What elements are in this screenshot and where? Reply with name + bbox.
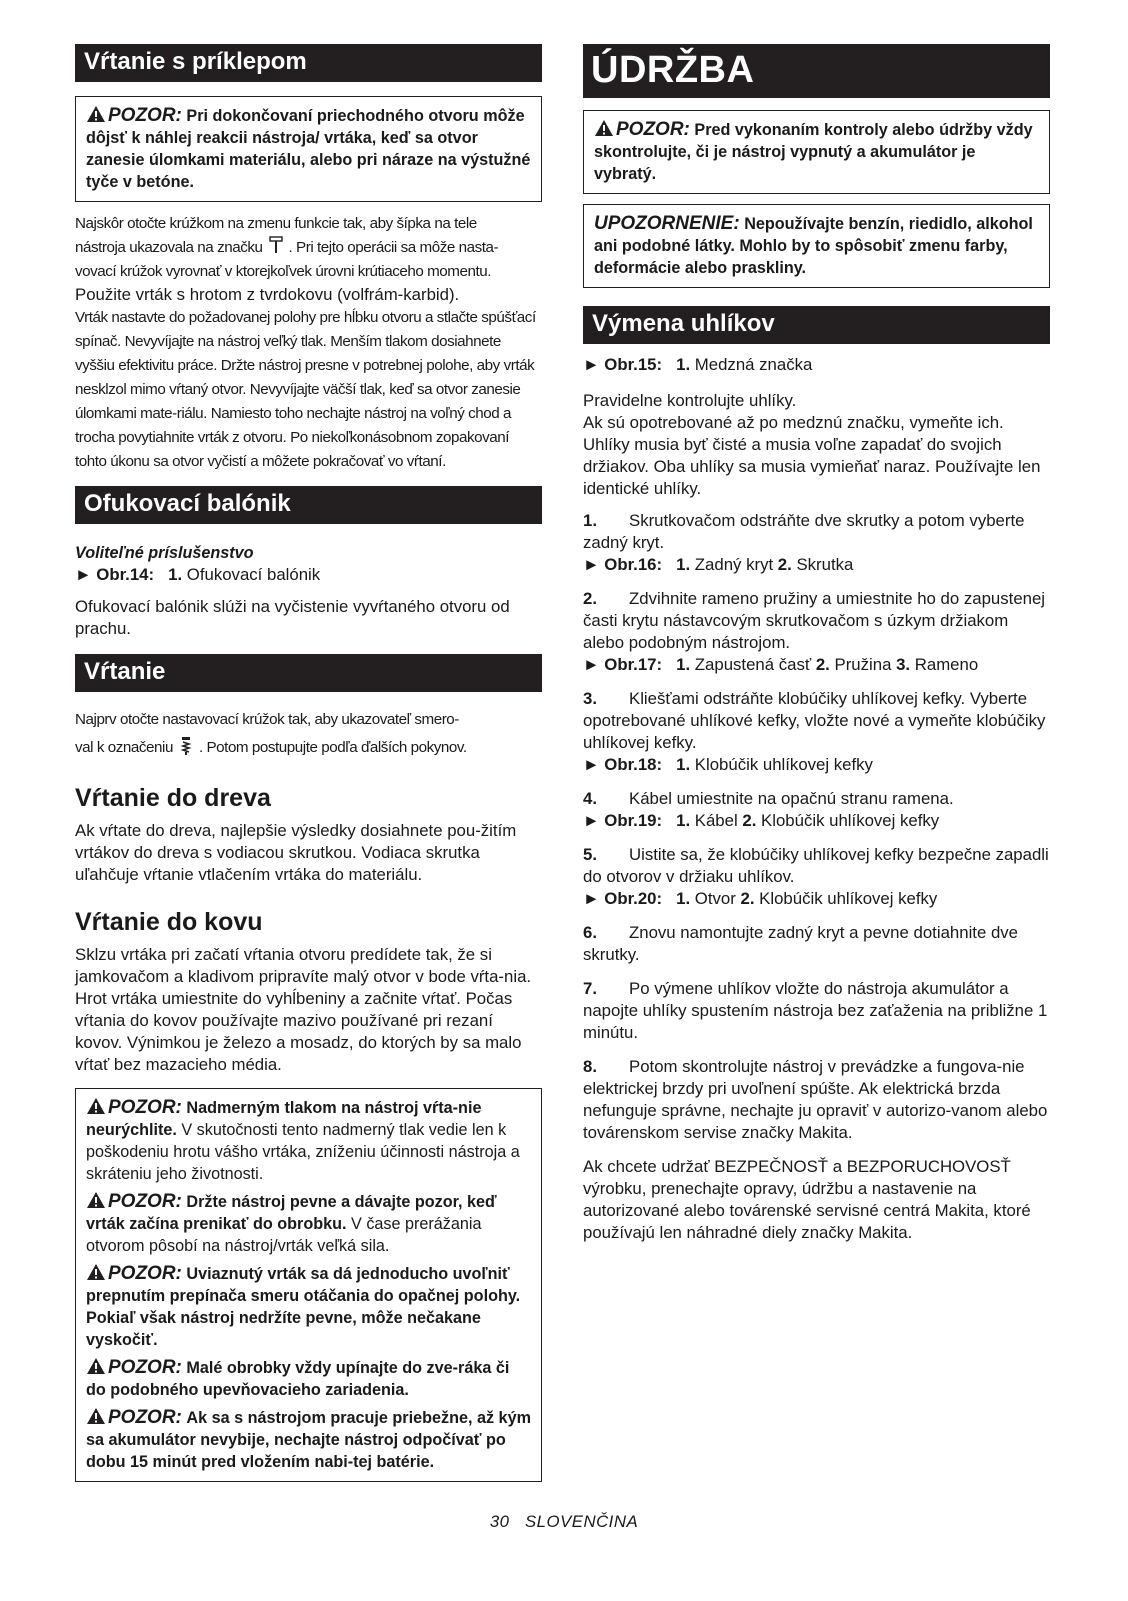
chapter-title-maintenance: ÚDRŽBA [583,44,1050,98]
hammer-drill-mode-icon [269,236,283,256]
optional-accessory-label: Voliteľné príslušenstvo [75,544,254,562]
figure-reference-14: ► Obr.14: 1. Ofukovací balónik [75,565,321,584]
caution-bold-text: Držte nástroj pevne a dávajte pozor, keď vrták začína prenikať do obrobku. [86,1193,497,1233]
drilling-paragraph: Najprv otočte nastavovací krúžok tak, aby ukazovateľ smero- val k označeniu . Potom postupujte podľa ďalších pokynov. [75,711,467,756]
caution-bold-text: Ak sa s nástrojom pracuje priebežne, až kým sa akumulátor nevybije, nechajte nástroj odpočívať po dobu 15 minút pred vložením nabi-tej batérie. [86,1409,531,1471]
language-label: SLOVENČINA [524,1512,639,1531]
step-item [583,922,1050,966]
wood-paragraph: Ak vŕtate do dreva, najlepšie výsledky dosiahnete pou-žitím vrtákov do dreva s vodiacou skrutkou. Vodiaca skrutka uľahčuje vŕtanie vtlačením vrtáka do materiálu. [75,821,517,884]
caution-text: Pri dokončovaní priechodného otvoru môže dôjsť k náhlej reakcii nástroja/ vrtáka, keď sa otvor zanesie úlomkami materiálu, alebo pri náraze na výstužné tyče v betóne. [86,107,531,191]
brushes-intro: Pravidelne kontrolujte uhlíky. [583,391,797,410]
page-footer [0,1512,1128,1532]
caution-text: Pred vykonaním kontroly alebo údržby vždy skontrolujte, či je nástroj vypnutý a akumulátor je vybratý. [594,121,1033,183]
warning-triangle-icon [86,1263,106,1281]
subheading-wood: Vŕtanie do dreva [75,784,271,812]
caution-keyword: POZOR: [108,1191,182,1212]
caution-keyword: POZOR: [108,105,182,126]
impact-paragraph-1: Najskôr otočte krúžkom na zmenu funkcie tak, aby šípka na tele nástroja ukazovala na značku . Pri tejto operácii sa môže nasta- vovací krúžok vyrovnať v ktorejkoľvek úrovni krútiaceho momentu. [75,215,499,280]
step-item [583,978,1050,1044]
step-number: 5. [583,845,597,864]
caution-item [86,1191,533,1257]
step-text: Skrutkovačom odstráňte dve skrutky a potom vyberte zadný kryt. [583,511,1025,552]
caution-keyword: POZOR: [108,1357,182,1378]
step-number: 7. [583,979,597,998]
step-number: 1. [583,511,597,530]
figure-reference-15: ► Obr.15: 1. Medzná značka [583,355,813,374]
caution-box-maintenance [583,110,1050,194]
impact-paragraph-3: Vrták nastavte do požadovanej polohy pre hĺbku otvoru a stlačte spúšťací spínač. Nevyvíjajte na nástroj veľký tlak. Menším tlakom dosiahnete vyššiu efektivitu práce. Držte nástroj presne v potrebnej polohe, aby vrták nesklzol mimo vŕtaný otvor. Nevyvíjajte väčší tlak, keď sa otvor zanesie úlomkami mate-riálu. Namiesto toho nechajte nástroj na voľný chod a trocha povytiahnite vrták z otvoru. Po niekoľkonásobnom zopakovaní tohto úkonu sa otvor vyčistí a môžete pokračovať vo vŕtaní. [75,309,536,470]
figure-reference: ► Obr.18: 1. Klobúčik uhlíkovej kefky [583,755,873,774]
figure-reference: ► Obr.20: 1. Otvor 2. Klobúčik uhlíkovej kefky [583,889,938,908]
section-heading-blower: Ofukovací balónik [75,486,542,524]
step-number: 3. [583,689,597,708]
section-heading-drilling: Vŕtanie [75,654,542,692]
figure-reference: ► Obr.17: 1. Zapustená časť 2. Pružina 3. Rameno [583,655,979,674]
steps-list [583,510,1050,1144]
warning-triangle-icon [86,1191,106,1209]
caution-keyword: POZOR: [108,1263,182,1284]
closing-paragraph: Ak chcete udržať BEZPEČNOSŤ a BEZPORUCHOVOSŤ výrobku, prenechajte opravy, údržbu a nastavenie na autorizované alebo továrenské servisné centrá Makita, ktoré používajú len náhradné diely značky Makita. [583,1157,1031,1242]
step-text: Kliešťami odstráňte klobúčiky uhlíkovej kefky. Vyberte opotrebované uhlíkové kefky, vložte nové a vymeňte klobúčiky uhlíkovej kefky. [583,689,1046,752]
notice-keyword: UPOZORNENIE: [594,213,740,234]
caution-bold-text: Malé obrobky vždy upínajte do zve-ráka či do podobného upevňovacieho zariadenia. [86,1359,510,1399]
caution-item [86,1357,533,1401]
caution-bold-text: Uviaznutý vrták sa dá jednoducho uvoľniť prepnutím prepínača smeru otáčania do opačnej polohy. Pokiaľ však nástroj nedržíte pevne, môže nečakane vyskočiť. [86,1265,521,1349]
step-text: Po výmene uhlíkov vložte do nástroja akumulátor a napojte uhlíky spustením nástroja bez zaťaženia na približne 1 minútu. [583,979,1048,1042]
step-item [583,788,1050,832]
warning-triangle-icon [86,1097,106,1115]
step-text: Kábel umiestnite na opačnú stranu ramena. [629,789,954,808]
caution-keyword: POZOR: [108,1407,182,1428]
caution-item [86,1407,533,1473]
step-item [583,588,1050,676]
left-column [75,44,542,1482]
right-column [583,44,1050,1244]
section-heading-impact-drilling: Vŕtanie s príklepom [75,44,542,82]
metal-paragraph: Sklzu vrtáka pri začatí vŕtania otvoru predídete tak, že si jamkovačom a kladivom pripravíte malý otvor v bode vŕta-nia. Hrot vrtáka umiestnite do vyhĺbeniny a začnite vŕtať. Počas vŕtania do kovov používajte mazivo používané pri rezaní kovov. Výnimkou je železo a mosadz, do ktorých by sa malo vŕtať bez mazacieho média. [75,945,532,1074]
caution-item [86,1097,533,1185]
drill-mode-icon [179,736,193,756]
blower-description: Ofukovací balónik slúži na vyčistenie vyvŕtaného otvoru od prachu. [75,597,510,638]
caution-box-impact [75,96,542,202]
step-number: 6. [583,923,597,942]
step-number: 2. [583,589,597,608]
figure-reference: ► Obr.16: 1. Zadný kryt 2. Skrutka [583,555,854,574]
caution-bold-text: Nadmerným tlakom na nástroj vŕta-nie neurýchlite. [86,1099,482,1139]
caution-keyword: POZOR: [108,1097,182,1118]
step-text: Znovu namontujte zadný kryt a pevne dotiahnite dve skrutky. [583,923,1019,964]
caution-keyword: POZOR: [616,119,690,140]
step-item [583,844,1050,910]
caution-normal-text: V čase prerážania otvorom pôsobí na nástroj/vrták veľká sila. [86,1215,482,1255]
step-number: 8. [583,1057,597,1076]
step-number: 4. [583,789,597,808]
notice-text: Nepoužívajte benzín, riedidlo, alkohol ani podobné látky. Mohlo by to spôsobiť zmenu farby, deformácie alebo praskliny. [594,215,1033,277]
notice-box [583,204,1050,288]
warning-triangle-icon [86,1407,106,1425]
figure-reference: ► Obr.19: 1. Kábel 2. Klobúčik uhlíkovej kefky [583,811,940,830]
step-text: Potom skontrolujte nástroj v prevádzke a fungova-nie elektrickej brzdy pri uvoľnení spúšte. Ak elektrická brzda nefunguje správne, nechajte ju opraviť v autorizo-vanom alebo továrenskom servise značky Makita. [583,1057,1048,1142]
caution-item [86,1263,533,1351]
caution-box-drilling [75,1088,542,1482]
step-item [583,1056,1050,1144]
section-heading-brushes: Výmena uhlíkov [583,306,1050,344]
warning-triangle-icon [86,1357,106,1375]
caution-normal-text: V skutočnosti tento nadmerný tlak vedie len k poškodeniu hrotu vášho vrtáka, zníženiu účinnosti nástroja a skráteniu jeho životnosti. [86,1121,520,1183]
step-text: Uistite sa, že klobúčiky uhlíkovej kefky bezpečne zapadli do otvorov v držiaku uhlíkov. [583,845,1049,886]
step-text: Zdvihnite rameno pružiny a umiestnite ho do zapustenej časti krytu nástavcovým skrutkovačom s úzkym držiakom alebo podobným nástrojom. [583,589,1046,652]
warning-triangle-icon [594,119,614,137]
subheading-metal: Vŕtanie do kovu [75,908,263,936]
warning-triangle-icon [86,105,106,123]
step-item [583,688,1050,776]
step-item [583,510,1050,576]
brushes-intro-2: Ak sú opotrebované až po medznú značku, vymeňte ich. Uhlíky musia byť čisté a musia voľne zapadať do svojich držiakov. Oba uhlíky sa musia vymieňať naraz. Používajte len identické uhlíky. [583,413,1041,498]
impact-paragraph-2: Použite vrták s hrotom z tvrdokovu (volfrám-karbid). [75,285,460,304]
page-number: 30 [489,1512,510,1531]
